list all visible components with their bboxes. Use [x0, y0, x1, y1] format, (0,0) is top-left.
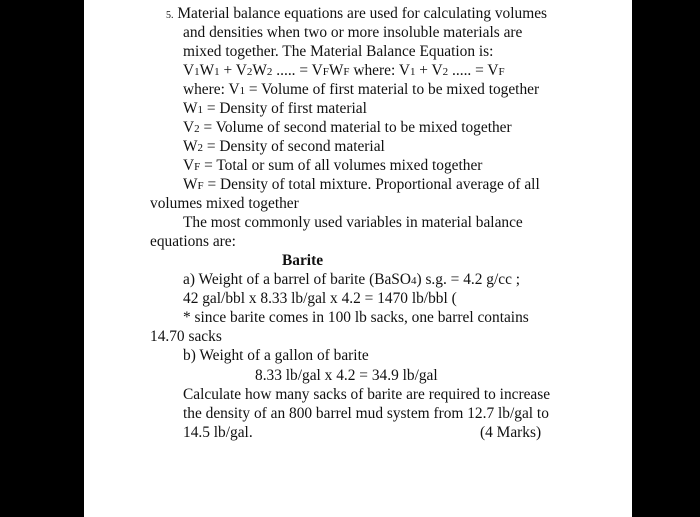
- question-number: 5.: [166, 10, 174, 21]
- question-intro-line-1: 5. Material balance equations are used for calculating volumes: [166, 5, 548, 22]
- variables-intro-line-2: equations are:: [150, 233, 236, 250]
- material-balance-equation: V1W1 + V2W2 ..... = VFWF where: V1 + V2 ..... = VF: [183, 62, 505, 79]
- marks-label: (4 Marks): [480, 424, 542, 441]
- definition-v1: where: V1 = Volume of first material to be mixed together: [183, 81, 540, 98]
- barite-a-line-1: a) Weight of a barrel of barite (BaSO4) s.g. = 4.2 g/cc ;: [183, 271, 521, 288]
- definition-w2: W2 = Density of second material: [183, 138, 385, 155]
- definition-continuation: volumes mixed together: [150, 195, 299, 212]
- calculation-line-1: Calculate how many sacks of barite are required to increase: [183, 386, 551, 403]
- barite-a-line-4: 14.70 sacks: [150, 328, 222, 345]
- question-intro-line-2: and densities when two or more insoluble materials are: [183, 24, 523, 41]
- definition-w1: W1 = Density of first material: [183, 100, 367, 117]
- variables-intro-line-1: The most commonly used variables in material balance: [183, 214, 523, 231]
- barite-b-line-1: b) Weight of a gallon of barite: [183, 347, 369, 364]
- calculation-line-2: the density of an 800 barrel mud system from 12.7 lb/gal to: [183, 405, 549, 422]
- barite-b-line-2: 8.33 lb/gal x 4.2 = 34.9 lb/gal: [255, 367, 438, 384]
- barite-a-line-2: 42 gal/bbl x 8.33 lb/gal x 4.2 = 1470 lb/bbl (: [183, 290, 457, 307]
- definition-wf: WF = Density of total mixture. Proportional average of all: [183, 176, 540, 193]
- barite-heading: Barite: [282, 252, 324, 269]
- definition-v2: V2 = Volume of second material to be mixed together: [183, 119, 512, 136]
- definition-vf: VF = Total or sum of all volumes mixed together: [183, 157, 483, 174]
- question-intro-line-3: mixed together. The Material Balance Equation is:: [183, 43, 494, 60]
- barite-a-line-3: * since barite comes in 100 lb sacks, one barrel contains: [183, 309, 529, 326]
- calculation-line-3: 14.5 lb/gal.: [183, 424, 253, 441]
- document-page: [84, 0, 632, 517]
